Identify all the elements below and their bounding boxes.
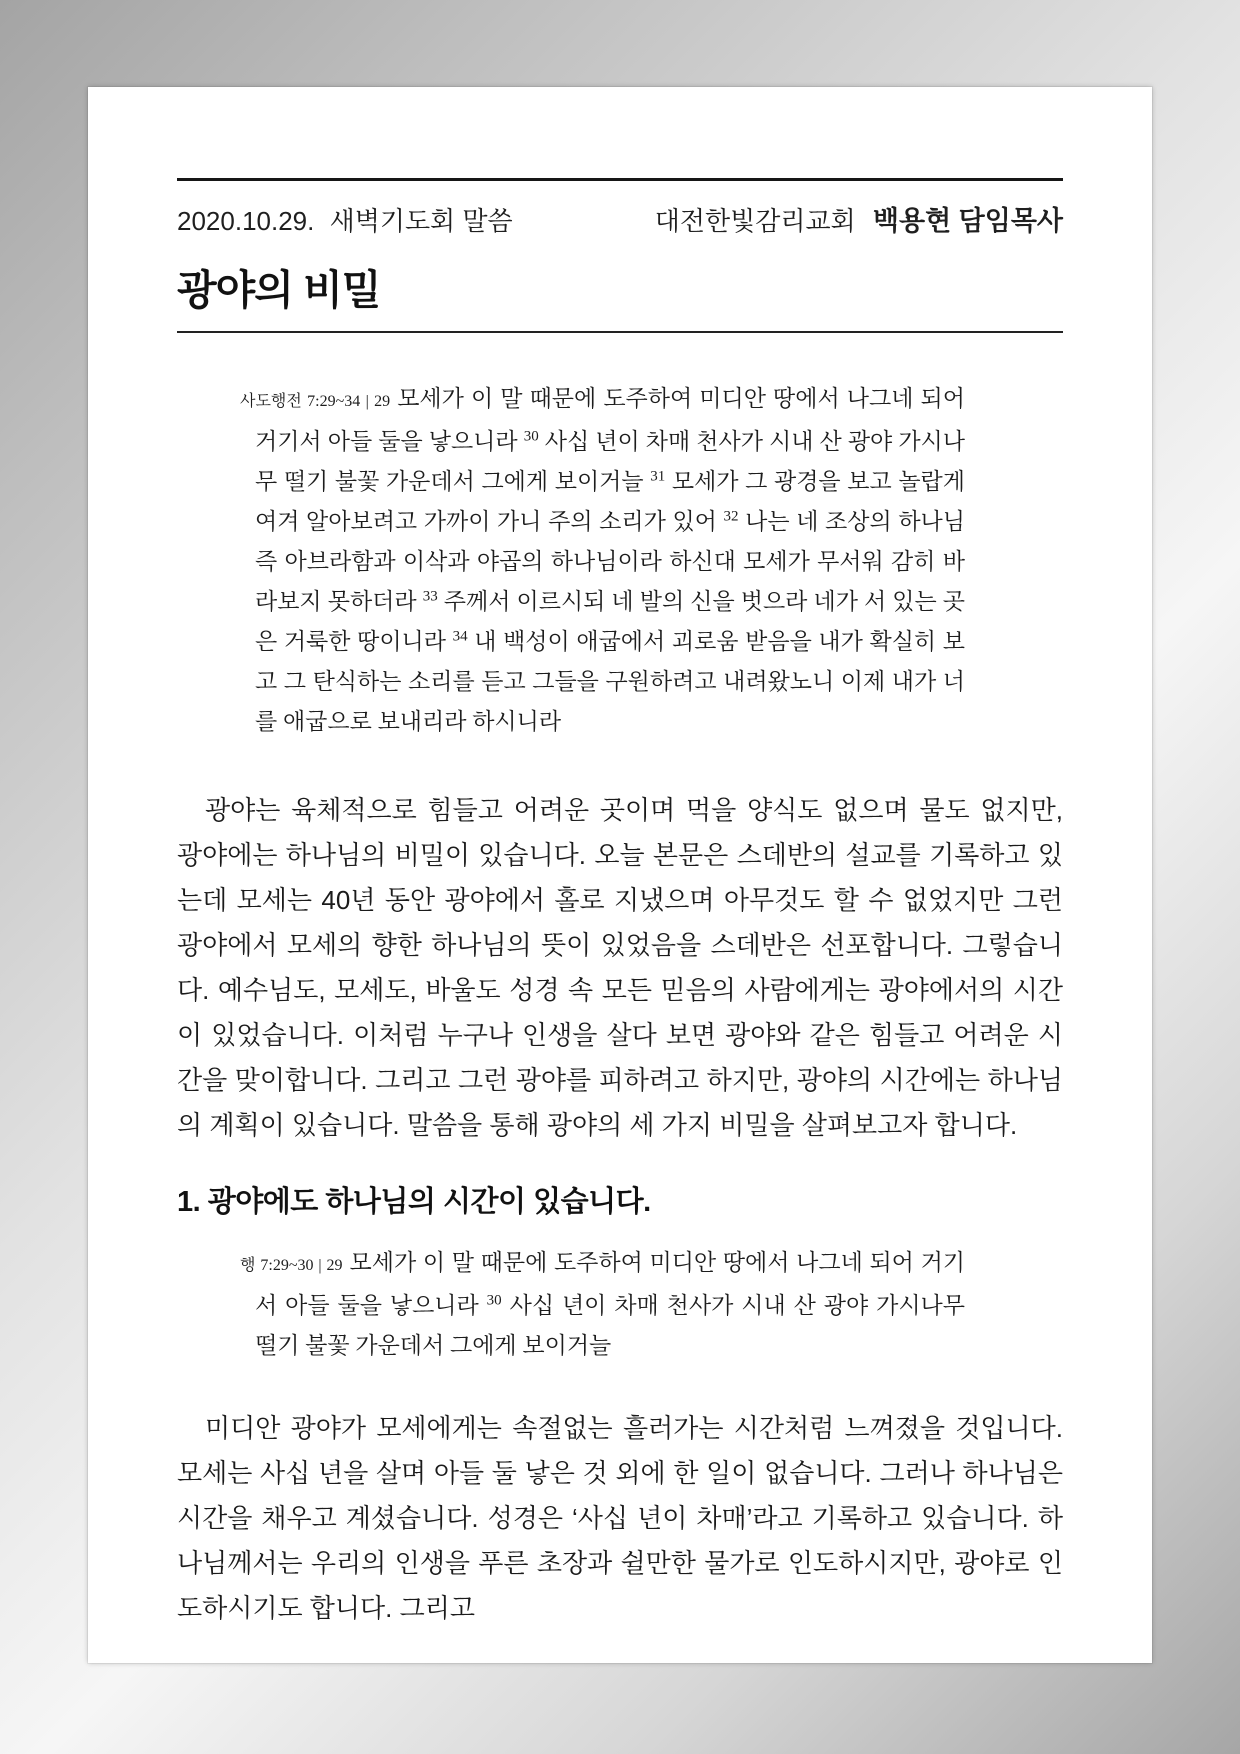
scripture-quote-1: [240, 379, 965, 742]
scripture-quote-2: [240, 1243, 965, 1366]
page-title: 광야의 비밀: [177, 267, 381, 314]
scripture-1-reference: 사도행전 7:29~34 | 29: [240, 392, 391, 410]
church-name: 대전한빛감리교회: [654, 206, 856, 236]
scripture-2-reference: 행 7:29~30 | 29: [240, 1257, 343, 1275]
header-top-rule: [177, 178, 1063, 181]
scripture-2-text: 모세가 이 말 때문에 도주하여 미디안 땅에서 나그네 되어 거기서 아들 둘을 낳으니라 $^{30}$ 사십 년이 차매 천사가 시내 산 광야 가시나무 떨기 불꽃 가운데서 그에게 보이거늘: [255, 1250, 966, 1359]
body-paragraph-1: 광야는 육체적으로 힘들고 어려운 곳이며 먹을 양식도 없으며 물도 없지만, 광야에는 하나님의 비밀이 있습니다. 오늘 본문은 스데반의 설교를 기록하고 있는데 모세는 40년 동안 광야에서 홀로 지냈으며 아무것도 할 수 없었지만 그런 광야에서 모세의 향한 하나님의 뜻이 있었음을 스데반은 선포합니다. 그렇습니다. 예수님도, 모세도, 바울도 성경 속 모든 믿음의 사람에게는 광야에서의 시간이 있었습니다. 이처럼 누구나 인생을 살다 보면 광야와 같은 힘들고 어려운 시간을 맞이합니다. 그리고 그런 광야를 피하려고 하지만, 광야의 시간에는 하나님의 계획이 있습니다. 말씀을 통해 광야의 세 가지 비밀을 살펴보고자 합니다.: [177, 794, 1063, 1140]
body-paragraph-2: 미디안 광야가 모세에게는 속절없는 흘러가는 시간처럼 느껴졌을 것입니다. 모세는 사십 년을 살며 아들 둘 낳은 것 외에 한 일이 없습니다. 그러나 하나님은 시간을 채우고 계셨습니다. 성경은 ‘사십 년이 차매’라고 기록하고 있습니다. 하나님께서는 우리의 인생을 푸른 초장과 쉴만한 물가로 인도하시지만, 광야로 인도하시기도 합니다. 그리고: [177, 1413, 1063, 1624]
scripture-1-text: 모세가 이 말 때문에 도주하여 미디안 땅에서 나그네 되어 거기서 아들 둘을 낳으니라 $^{30}$ 사십 년이 차매 천사가 시내 산 광야 가시나무 떨기 불꽃 가운데서 그에게 보이거늘 $^{31}$ 모세가 그 광경을 보고 놀랍게 여겨 알아보려고 가까이 가니 주의 소리가 있어 $^{32}$ 나는 네 조상의 하나님 즉 아브라함과 이삭과 야곱의 하나님이라 하신대 모세가 무서워 감히 바라보지 못하더라 $^{33}$ 주께서 이르시되 네 발의 신을 벗으라 네가 서 있는 곳은 거룩한 땅이니라 $^{34}$ 내 백성이 애굽에서 괴로움 받음을 내가 확실히 보고 그 탄식하는 소리를 듣고 그들을 구원하려고 내려왔노니 이제 내가 너를 애굽으로 보내리라 하시니라: [255, 385, 966, 734]
sermon-date: 2020.10.29.: [177, 206, 315, 236]
document-header: [177, 205, 1063, 237]
title-underline-rule: [177, 331, 1063, 333]
header-left: [177, 206, 513, 237]
pastor-name: 백용현 담임목사: [872, 206, 1063, 236]
sermon-service-label: 새벽기도회 말씀: [329, 206, 513, 236]
section-1-heading: 1. 광야에도 하나님의 시간이 있습니다.: [177, 1185, 651, 1218]
document-page: [88, 87, 1152, 1663]
header-right: [655, 205, 1063, 237]
